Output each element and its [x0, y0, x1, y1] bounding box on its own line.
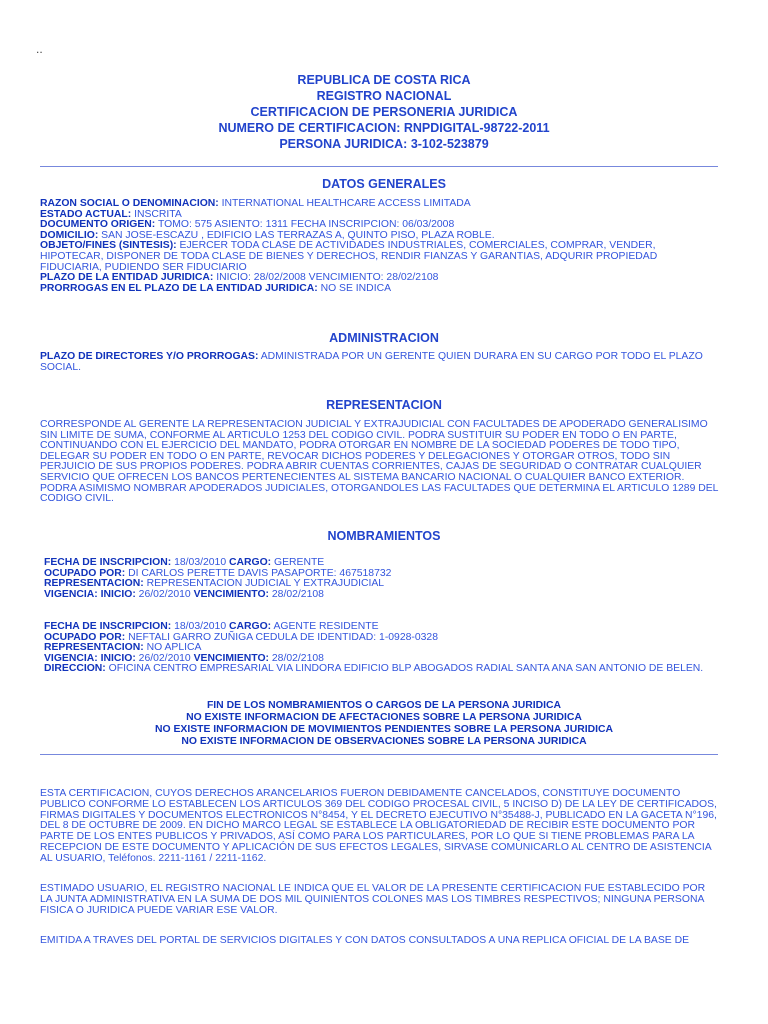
datos-generales-section	[40, 199, 720, 294]
field-value: 26/02/2010	[135, 588, 194, 600]
field-label: OCUPADO POR:	[44, 631, 126, 643]
field-label: FECHA DE INSCRIPCION:	[44, 557, 172, 568]
header-legal-id: PERSONA JURIDICA: 3-102-523879	[279, 137, 489, 151]
field-label: DOCUMENTO ORIGEN:	[40, 219, 156, 231]
field-label: VIGENCIA: INICIO:	[44, 588, 136, 600]
footer-value-paragraph: ESTIMADO USUARIO, EL REGISTRO NACIONAL LE INDICA QUE EL VALOR DE LA PRESENTE CERTIFICACION FUE ESTABLECIDO POR LA JUNTA ADMINISTRATIVA EN LA SUMA DE DOS MIL QUINIENTOS COLONES MAS LOS TIMBRES RESPECTIVOS; NINGUNA PERSONA FISICA O JURIDICA PUEDE VARIAR ESE VALOR.	[40, 883, 706, 916]
end-note: NO EXISTE INFORMACION DE AFECTACIONES SOBRE LA PERSONA JURIDICA	[186, 712, 582, 723]
field-value: AGENTE RESIDENTE	[271, 621, 379, 632]
nombramiento-2	[44, 622, 720, 675]
representacion-section	[40, 420, 720, 505]
section-title-representacion: REPRESENTACION	[326, 398, 442, 412]
section-title-administracion: ADMINISTRACION	[329, 331, 439, 345]
field-label: ESTADO ACTUAL:	[40, 208, 132, 220]
field-label: REPRESENTACION:	[44, 578, 144, 590]
field-value: TOMO: 575 ASIENTO: 1311 FECHA INSCRIPCION: 06/03/2008	[155, 219, 455, 231]
field-value: SAN JOSE-ESCAZU , EDIFICIO LAS TERRAZAS A, QUINTO PISO, PLAZA ROBLE.	[98, 229, 495, 241]
field-prorrogas	[40, 284, 720, 295]
footer-legal-paragraph: ESTA CERTIFICACION, CUYOS DERECHOS ARANCELARIOS FUERON DEBIDAMENTE CANCELADOS, CONSTITUYE DOCUMENTO PUBLICO CONFORME LO ESTABLECEN LOS ARTICULOS 369 DEL CODIGO PROCESAL CIVIL, 5 INCISO D) DE LA LEY DE CERTIFICADOS, FIRMAS DIGITALES Y DOCUMENTOS ELECTRONICOS N°8454, Y EL DECRETO EJECUTIVO N°35488-J, PUBLICADO EN LA GACETA N°196, DEL 8 DE OCTUBRE DE 2009. EN DICHO MARCO LEGAL SE ESTABLECE LA OBLIGATORIEDAD DE RECIBIR ESTE DOCUMENTO POR PARTE DE LOS ENTES PUBLICOS Y PRIVADOS, ASÍ COMO PARA LOS PARTICULARES, POR LO QUE SI TIENE PROBLEMAS PARA LA RECEPCION DE ESTE DOCUMENTO Y APLICACIÓN DE SUS EFECTOS LEGALES, SIRVASE COMUNICARLO AL CENTRO DE ASISTENCIA AL USUARIO, Teléfonos. 2211-1161 / 2211-1162.	[40, 788, 717, 864]
end-note: FIN DE LOS NOMBRAMIENTOS O CARGOS DE LA PERSONA JURIDICA	[206, 700, 562, 711]
field-label: OCUPADO POR:	[44, 567, 126, 579]
section-title-nombramientos: NOMBRAMIENTOS	[327, 529, 441, 543]
section-title-datos-generales: DATOS GENERALES	[322, 177, 446, 191]
field-value: NO APLICA	[143, 642, 202, 654]
field-label: CARGO:	[228, 621, 272, 632]
field-label: DOMICILIO:	[40, 229, 99, 241]
field-label: FECHA DE INSCRIPCION:	[44, 621, 172, 632]
field-label: DIRECCION:	[44, 663, 106, 675]
field-value: 28/02/2108	[269, 652, 324, 664]
field-value: INSCRITA	[131, 208, 182, 220]
field-plazo-directores	[40, 352, 720, 373]
field-value: 28/02/2108	[269, 588, 324, 600]
field-value: NO SE INDICA	[317, 282, 392, 294]
field-value: DI CARLOS PERETTE DAVIS PASAPORTE: 467518732	[125, 567, 392, 579]
end-notes	[0, 700, 768, 748]
field-label: PRORROGAS EN EL PLAZO DE LA ENTIDAD JURIDICA:	[40, 282, 318, 294]
field-label: OBJETO/FINES (SINTESIS):	[40, 240, 177, 252]
representacion-text: CORRESPONDE AL GERENTE LA REPRESENTACION JUDICIAL Y EXTRAJUDICIAL CON FACULTADES DE APODERADO GENERALISIMO SIN LIMITE DE SUMA, CONFORME AL ARTICULO 1253 DEL CODIGO CIVIL. PODRA SUSTITUIR SU PODER EN TODO O EN PARTE, CONTINUANDO CON EL EJERCICIO DEL MANDATO, PODRA OTORGAR EN NOMBRE DE LA SOCIEDAD PODERES DE TODO TIPO, DELEGAR SU PODER EN TODO O EN PARTE, REVOCAR DICHOS PODERES Y DELEGACIONES Y OTORGAR OTROS, TODO SIN PERJUICIO DE SUS PROPIOS PODERES. PODRA ABRIR CUENTAS CORRIENTES, CAJAS DE SEGURIDAD O CONTRATAR CUALQUIER SERVICIO QUE OFRECEN LOS BANCOS PERTENECIENTES AL SISTEMA BANCARIO NACIONAL O CUALQUIER BANCO EXTERIOR. PODRA ASIMISMO NOMBRAR APODERADOS JUDICIALES, OTORGANDOLES LAS FACULTADES QUE DETERMINA EL ARTICULO 1289 DEL CODIGO CIVIL.	[40, 419, 719, 505]
nombramiento-1	[44, 558, 720, 600]
header-country: REPUBLICA DE COSTA RICA	[297, 73, 471, 87]
field-label: VENCIMIENTO:	[193, 652, 270, 664]
field-value: 18/03/2010	[171, 557, 229, 568]
field-value: GERENTE	[271, 557, 325, 568]
field-objeto	[40, 241, 720, 273]
field-label: VIGENCIA: INICIO:	[44, 652, 136, 664]
field-label: CARGO:	[228, 557, 272, 568]
field-value: 18/03/2010	[171, 621, 229, 632]
nom-vigencia	[44, 590, 720, 601]
end-note: NO EXISTE INFORMACION DE OBSERVACIONES SOBRE LA PERSONA JURIDICA	[181, 736, 587, 747]
header-registry: REGISTRO NACIONAL	[316, 89, 452, 103]
field-label: VENCIMIENTO:	[193, 588, 270, 600]
field-value: NEFTALI GARRO ZUÑIGA CEDULA DE IDENTIDAD: 1-0928-0328	[125, 631, 438, 643]
field-value: 26/02/2010	[135, 652, 194, 664]
field-value: INICIO: 28/02/2008 VENCIMIENTO: 28/02/2108	[213, 272, 439, 284]
field-value: REPRESENTACION JUDICIAL Y EXTRAJUDICIAL	[143, 578, 385, 590]
field-label: REPRESENTACION:	[44, 642, 144, 654]
field-value: EJERCER TODA CLASE DE ACTIVIDADES INDUSTRIALES, COMERCIALES, COMPRAR, VENDER, HIPOTECAR, DISPONER DE TODA CLASE DE BIENES Y DERECHOS, RENDIR FIANZAS Y GARANTIAS, ADQURIR PROPIEDAD FIDUCIARIA, PUDIENDO SER FIDUCIARIO	[40, 240, 658, 273]
footer-issued-paragraph: EMITIDA A TRAVES DEL PORTAL DE SERVICIOS DIGITALES Y CON DATOS CONSULTADOS A UNA REPLICA OFICIAL DE LA BASE DE	[40, 935, 690, 946]
header-doc-type: CERTIFICACION DE PERSONERIA JURIDICA	[250, 105, 518, 119]
document-header	[0, 72, 768, 152]
divider	[40, 166, 718, 167]
field-value: OFICINA CENTRO EMPRESARIAL VIA LINDORA EDIFICIO BLP ABOGADOS RADIAL SANTA ANA SAN ANTONIO DE BELEN.	[105, 663, 704, 675]
page-marks: ..	[36, 42, 43, 56]
field-label: RAZON SOCIAL O DENOMINACION:	[40, 198, 219, 209]
field-value: ADMINISTRADA POR UN GERENTE QUIEN DURARA EN SU CARGO POR TODO EL PLAZO SOCIAL.	[40, 351, 703, 373]
administracion-section	[40, 352, 720, 373]
field-label: PLAZO DE LA ENTIDAD JURIDICA:	[40, 272, 214, 284]
divider	[40, 754, 718, 755]
nom-direccion	[44, 664, 720, 675]
end-note: NO EXISTE INFORMACION DE MOVIMIENTOS PENDIENTES SOBRE LA PERSONA JURIDICA	[154, 724, 613, 735]
header-cert-number: NUMERO DE CERTIFICACION: RNPDIGITAL-98722-2011	[218, 121, 550, 135]
field-value: INTERNATIONAL HEALTHCARE ACCESS LIMITADA	[218, 198, 471, 209]
field-label: PLAZO DE DIRECTORES Y/O PRORROGAS:	[40, 351, 259, 362]
